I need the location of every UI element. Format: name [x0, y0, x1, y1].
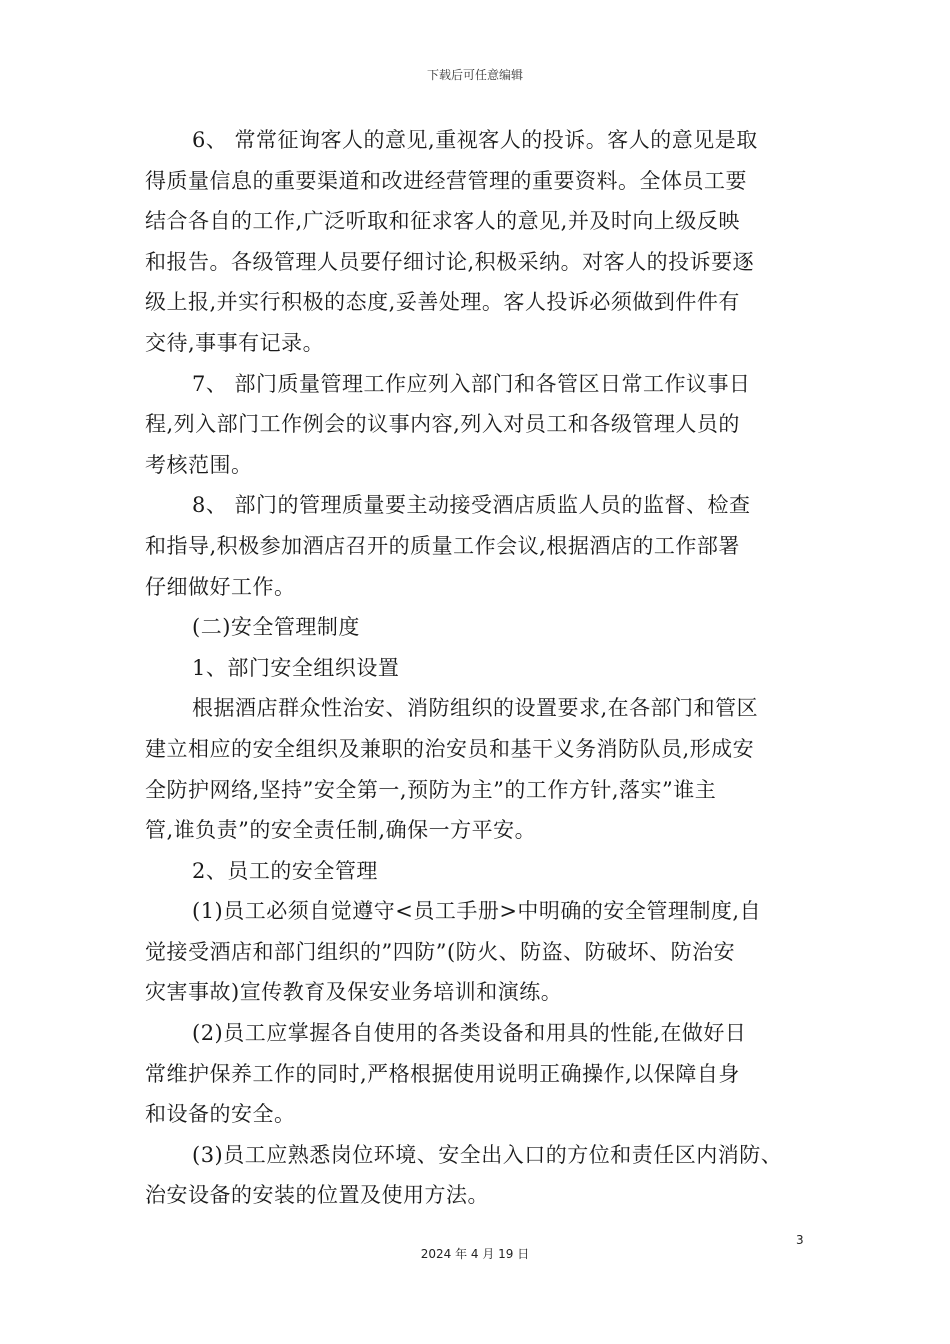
paragraph-item-3 [145, 1135, 810, 1216]
subheading-safety-organization [145, 648, 810, 689]
text-line: 和设备的安全。 [145, 1102, 296, 1127]
text-line: 程,列入部门工作例会的议事内容,列入对员工和各级管理人员的 [145, 412, 740, 437]
text-line: 仔细做好工作。 [145, 574, 296, 599]
subheading-employee-safety [145, 851, 810, 892]
text-line: 6、 常常征询客人的意见,重视客人的投诉。客人的意见是取 [192, 128, 758, 152]
page-footer-date: 2024 年 4 月 19 日 [420, 1247, 530, 1261]
text-line: 管,谁负责”的安全责任制,确保一方平安。 [145, 818, 537, 843]
text-line: 全防护网络,坚持”安全第一,预防为主”的工作方针,落实”谁主 [145, 777, 717, 802]
text-line: 和报告。各级管理人员要仔细讨论,积极采纳。对客人的投诉要逐 [145, 249, 755, 274]
heading-line: 1、部门安全组织设置 [192, 655, 400, 680]
text-line: 交待,事事有记录。 [145, 330, 325, 355]
text-line: 灾害事故)宣传教育及保安业务培训和演练。 [145, 980, 563, 1005]
section-heading-safety [145, 607, 810, 648]
text-line: 得质量信息的重要渠道和改进经营管理的重要资料。全体员工要 [145, 168, 747, 193]
paragraph-7 [145, 364, 810, 486]
paragraph-item-2 [145, 1013, 810, 1135]
paragraph-safety-organization [145, 688, 810, 850]
text-line: 建立相应的安全组织及兼职的治安员和基干义务消防队员,形成安 [145, 736, 755, 761]
text-line: (1)员工必须自觉遵守<员工手册>中明确的安全管理制度,自 [192, 899, 762, 924]
text-line: (2)员工应掌握各自使用的各类设备和用具的性能,在做好日 [192, 1021, 747, 1046]
text-line: 治安设备的安装的位置及使用方法。 [145, 1183, 489, 1208]
text-line: 8、 部门的管理质量要主动接受酒店质监人员的监督、检查 [192, 493, 751, 518]
page-header: 下载后可任意编辑 [426, 68, 523, 82]
page-number: 3 [796, 1233, 804, 1247]
text-line: 觉接受酒店和部门组织的”四防”(防火、防盗、防破坏、防治安 [145, 939, 736, 964]
text-line: 根据酒店群众性治安、消防组织的设置要求,在各部门和管区 [192, 696, 759, 721]
text-line: 级上报,并实行积极的态度,妥善处理。客人投诉必须做到件件有 [145, 290, 740, 315]
text-line: 7、 部门质量管理工作应列入部门和各管区日常工作议事日 [192, 371, 751, 396]
paragraph-6 [145, 120, 810, 364]
heading-line: (二)安全管理制度 [192, 615, 360, 640]
text-line: 和指导,积极参加酒店召开的质量工作会议,根据酒店的工作部署 [145, 533, 740, 558]
paragraph-8 [145, 485, 810, 607]
document-body [145, 120, 810, 1216]
heading-line: 2、员工的安全管理 [192, 858, 378, 883]
text-line: 结合各自的工作,广泛听取和征求客人的意见,并及时向上级反映 [145, 209, 740, 234]
text-line: (3)员工应熟悉岗位环境、安全出入口的方位和责任区内消防、 [192, 1142, 783, 1167]
text-line: 考核范围。 [145, 452, 253, 477]
paragraph-item-1 [145, 891, 810, 1013]
text-line: 常维护保养工作的同时,严格根据使用说明正确操作,以保障自身 [145, 1061, 740, 1086]
